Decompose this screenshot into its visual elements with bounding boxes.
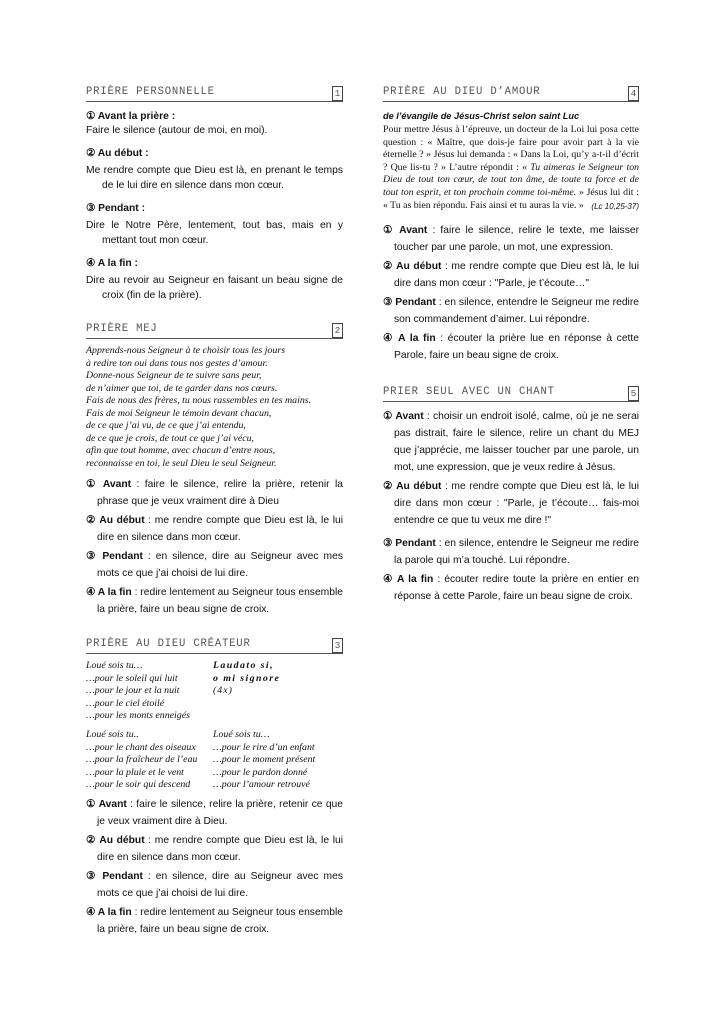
step-item: ② Au début : me rendre compte que Dieu est là, le lui dire dans mon cœur : "Parle, je t’écoute… fais-moi entendre ce que tu veux me dire !" <box>383 481 639 527</box>
step-label: ① Avant la prière : <box>86 111 176 122</box>
canticle-line: Loué sois tu.. <box>86 728 139 740</box>
poem-line: Fais de moi Seigneur le témoin devant chacun, <box>86 407 272 419</box>
step-item: ④ A la fin : écouter la prière lue en réponse à cette Parole, faire un beau signe de croix. <box>383 333 639 362</box>
step-text: Faire le silence (autour de moi, en moi). <box>86 125 268 136</box>
step-item: ① Avant : choisir un endroit isolé, calme, où je ne serai pas distrait, faire le silence, relire un chant du MEJ que j’apprécie, me laisser toucher par une parole, un mot, une expression, que je veux redire à Jésus. <box>383 411 640 474</box>
section-number-badge: 4 <box>628 86 639 101</box>
poem-line: de ce que j’ai vu, de ce que j’ai entendu, <box>86 420 246 431</box>
section-title: PRIER SEUL AVEC UN CHANT <box>383 386 555 399</box>
step-item: ③ Pendant : en silence, entendre le Seigneur me redire son commandement d’aimer. Lui répondre. <box>383 297 639 326</box>
section-header-priere-mej <box>86 321 343 339</box>
poem-line: Apprends-nous Seigneur à te choisir tous les jours <box>86 345 286 356</box>
step-item: ② Au début : me rendre compte que Dieu est là, le lui dire en silence dans mon cœur. <box>86 515 343 543</box>
canticle-line: …pour la fraîcheur de l’eau <box>86 754 198 766</box>
step-item: ③ Pendant : en silence, dire au Seigneur avec mes mots ce que j’ai choisi de lui dire. <box>86 551 343 579</box>
poem-line: afin que tout homme, avec chacun d’entre nous, <box>86 445 276 456</box>
steps-list <box>86 796 343 938</box>
canticle-line: …pour le soir qui descend <box>86 779 191 791</box>
canticle-line: …pour le jour et la nuit <box>86 685 180 697</box>
canticle-line: Loué sois tu… <box>86 660 143 671</box>
right-column <box>383 84 639 605</box>
canticle-line: …pour le pardon donné <box>213 766 308 778</box>
poem-line: Fais de nous des frères, tu nous rassembles en tes mains. <box>86 395 312 406</box>
section-title: PRIÈRE AU DIEU D’AMOUR <box>383 86 541 98</box>
section-body-1 <box>86 110 343 303</box>
poem-line: reconnaisse en toi, le seul Dieu le seul Seigneur. <box>86 457 277 469</box>
section-header-priere-dieu-amour <box>383 84 639 102</box>
section-number-badge: 3 <box>332 638 343 653</box>
canticle-line: …pour la pluie et le vent <box>86 766 184 778</box>
step-text: Dire le Notre Père, lentement, tout bas, mais en y mettant tout mon cœur. <box>86 220 343 246</box>
canticle-line: …pour le rire d’un enfant <box>213 741 315 753</box>
refrain-line: o mi signore <box>213 672 281 684</box>
step-item: ④ A la fin : redire lentement au Seigneur tous ensemble la prière, faire un beau signe de croix. <box>86 587 343 615</box>
step-item: ③ Pendant : en silence, entendre le Seigneur me redire la parole qui m’a touché. Lui répondre. <box>383 538 639 567</box>
step-label: ③ Pendant : <box>86 203 146 214</box>
refrain-line: Laudato si, <box>213 660 274 671</box>
step-item: ④ A la fin : écouter redire toute la prière en entier en réponse à cette Parole, faire un beau signe de croix. <box>383 574 640 603</box>
step-text: Dire au revoir au Seigneur en faisant un beau signe de croix (fin de la prière). <box>86 275 343 301</box>
canticle-block-1 <box>86 660 343 723</box>
canticle-line: …pour le ciel étoilé <box>86 697 165 709</box>
prayer-poem <box>86 345 343 470</box>
section-number-badge: 2 <box>332 323 343 338</box>
section-title: PRIÈRE AU DIEU CRÉATEUR <box>86 638 251 650</box>
step-item: ① Avant : faire le silence, relire la prière, retenir ce que je veux vraiment dire à Dieu. <box>86 798 343 827</box>
section-number-badge: 1 <box>332 86 343 101</box>
canticle-line: …pour les monts enneigés <box>86 710 190 722</box>
step-item: ② Au début : me rendre compte que Dieu est là, le lui dire en silence dans mon cœur. <box>86 834 343 863</box>
steps-list <box>383 408 639 605</box>
canticle-line: …pour l’amour retrouvé <box>213 779 310 791</box>
step-text: Me rendre compte que Dieu est là, en prenant le temps de le lui dire en silence dans mon cœur. <box>86 165 343 191</box>
step-item: ④ A la fin : redire lentement au Seigneur tous ensemble la prière, faire un beau signe de croix. <box>86 906 343 935</box>
canticle-line: …pour le soleil qui luit <box>86 672 178 684</box>
step-item: ② Au début : me rendre compte que Dieu est là, le lui dire dans mon cœur : "Parle, je t’écoute…" <box>383 261 639 290</box>
canticle-line: …pour le chant des oiseaux <box>86 741 196 753</box>
refrain-repeat: (4x) <box>213 685 233 697</box>
canticle-line: Loué sois tu… <box>213 728 270 740</box>
step-label: ② Au début : <box>86 148 149 159</box>
steps-list <box>86 476 343 618</box>
gospel-source: de l’évangile de Jésus-Christ selon saint Luc <box>383 111 580 121</box>
poem-line: de ce que je crois, de tout ce que j’ai vécu, <box>86 432 254 444</box>
section-header-priere-personnelle <box>86 84 343 102</box>
left-column <box>86 84 343 938</box>
step-item: ① Avant : faire le silence, relire la prière, retenir la phrase que je veux vraiment dire à Dieu <box>86 479 344 507</box>
step-label: ④ A la fin : <box>86 258 138 269</box>
section-number-badge: 5 <box>628 386 639 401</box>
canticle-line: …pour le moment présent <box>213 754 316 766</box>
section-header-priere-dieu-createur <box>86 636 343 654</box>
step-item: ① Avant : faire le silence, relire le texte, me laisser toucher par une parole, un mot, une expression. <box>383 225 640 254</box>
step-item: ③ Pendant : en silence, dire au Seigneur avec mes mots ce que j’ai choisi de lui dire. <box>86 870 343 899</box>
section-header-prier-seul-chant <box>383 384 639 402</box>
gospel-text: Pour mettre Jésus à l’épreuve, un docteur de la Loi lui posa cette question : « Maître, que dois-je faire pour avoir part à la vie éternelle ? » Jésus lui demanda : « Dans la Loi, qu’y a-t-il d’écrit ? Que lis-tu ? » L’autre répondit : « Tu aimeras le Seigneur ton Dieu de tout ton cœur, de tout ton âme, de toute ta force et de tout ton esprit, et ton prochain comme toi-même. » Jésus lui dit : « Tu as bien répondu. Fais ainsi et tu auras la vie. » (Lc 10,25-37) <box>383 124 639 212</box>
section-title: PRIÈRE PERSONNELLE <box>86 86 215 98</box>
poem-line: Donne-nous Seigneur de te suivre sans peur, <box>86 370 262 381</box>
poem-line: à redire ton oui dans tous nos gestes d’amour. <box>86 357 268 369</box>
canticle-block-2 <box>86 729 343 792</box>
gospel-reference: (Lc 10,25-37) <box>591 201 639 211</box>
steps-list <box>383 222 639 364</box>
poem-line: de n’aimer que toi, de te garder dans nos cœurs. <box>86 382 278 394</box>
section-title: PRIÈRE MEJ <box>86 323 158 335</box>
